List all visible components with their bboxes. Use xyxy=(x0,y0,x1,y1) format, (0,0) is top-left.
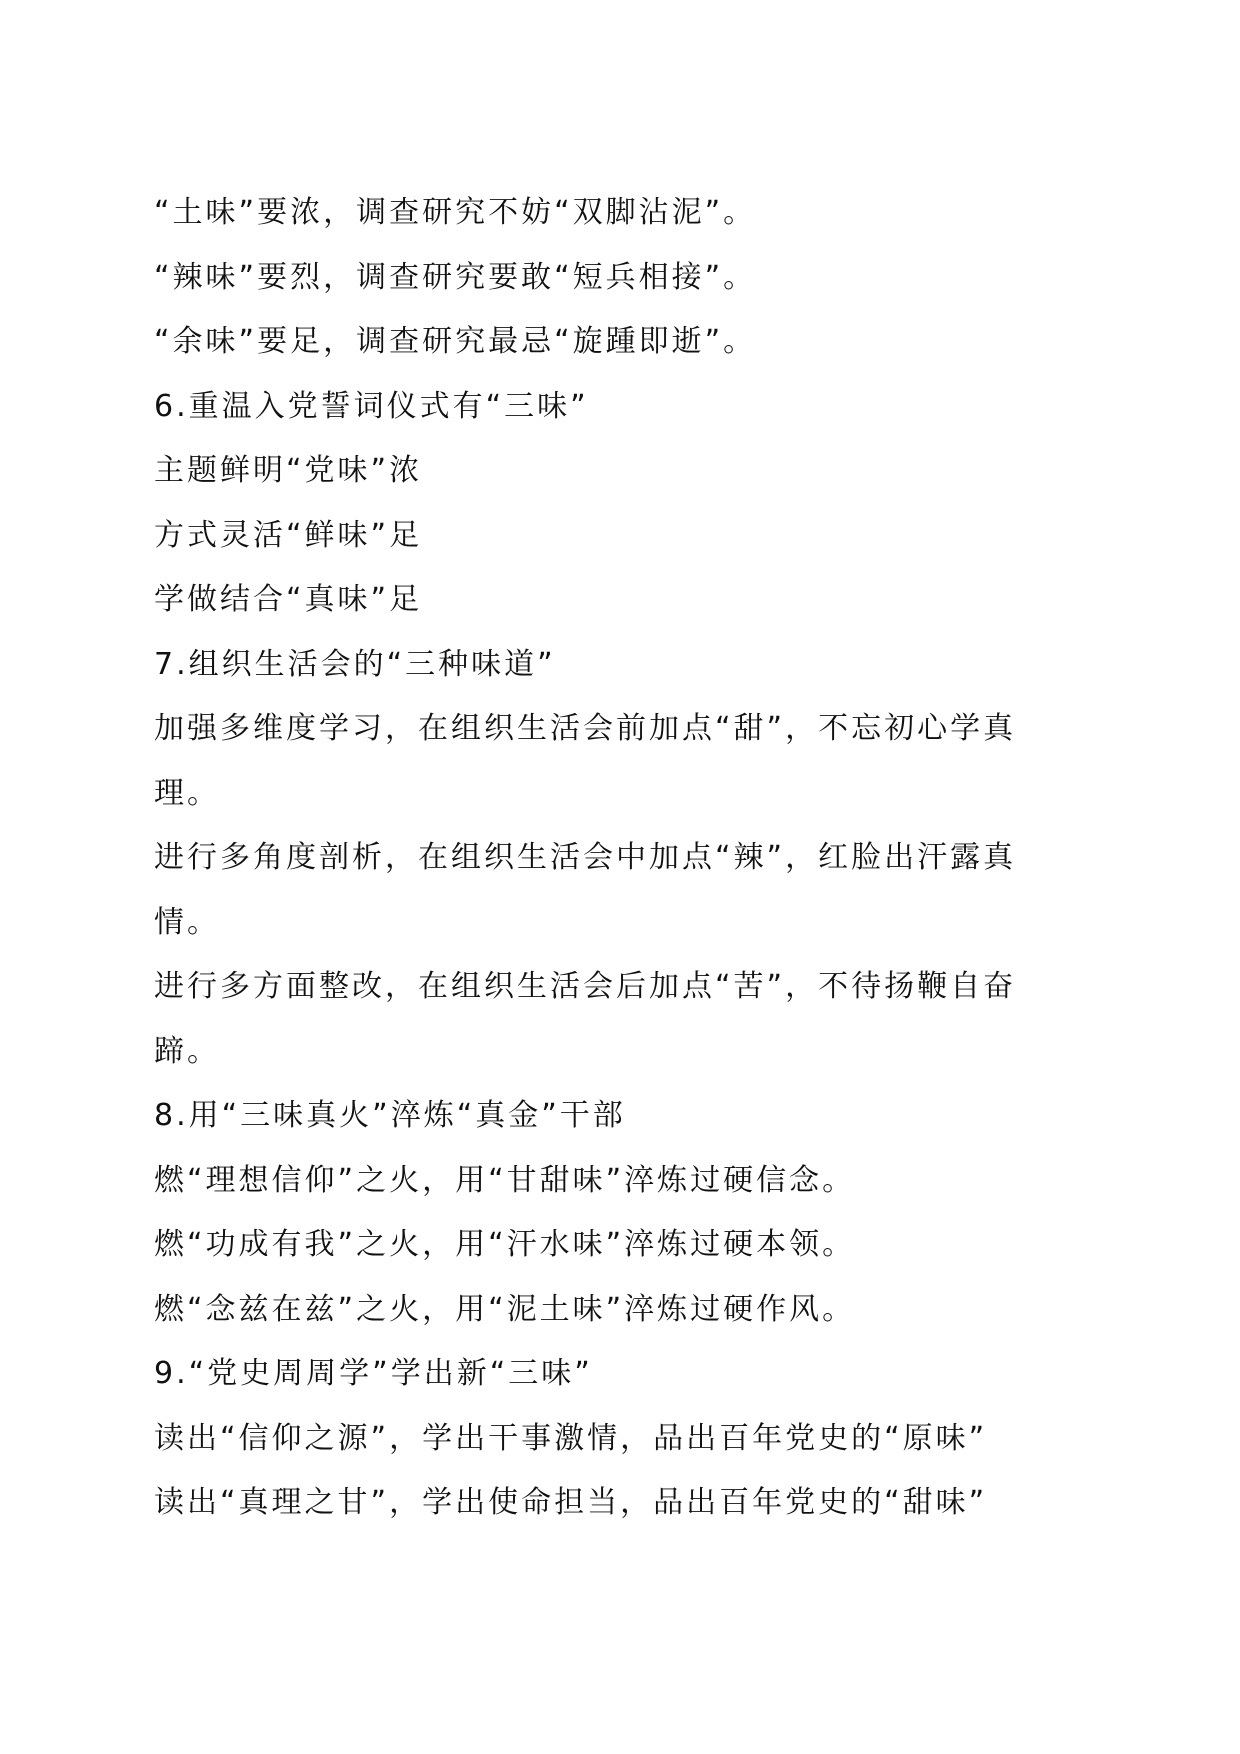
text-line: 进行多角度剖析，在组织生活会中加点“辣”，红脸出汗露真 xyxy=(154,840,1017,875)
text-line: 燃“念兹在兹”之火，用“泥土味”淬炼过硬作风。 xyxy=(154,1292,856,1327)
text-line: 蹄。 xyxy=(154,1034,220,1069)
section-heading: 7.组织生活会的“三种味道” xyxy=(154,647,556,682)
text-line: “土味”要浓，调查研究不妨“双脚沾泥”。 xyxy=(154,195,757,230)
text-line: 理。 xyxy=(154,776,220,811)
text-line: 燃“理想信仰”之火，用“甘甜味”淬炼过硬信念。 xyxy=(154,1163,856,1198)
text-line: 方式灵活“鲜味”足 xyxy=(154,518,423,553)
section-heading: 6.重温入党誓词仪式有“三味” xyxy=(154,389,589,424)
text-line: 燃“功成有我”之火，用“汗水味”淬炼过硬本领。 xyxy=(154,1227,856,1262)
text-line: 读出“信仰之源”，学出干事激情，品出百年党史的“原味” xyxy=(154,1421,988,1456)
text-line: 读出“真理之甘”，学出使命担当，品出百年党史的“甜味” xyxy=(154,1485,988,1520)
text-line: “辣味”要烈，调查研究要敢“短兵相接”。 xyxy=(154,260,757,295)
section-heading: 9.“党史周周学”学出新“三味” xyxy=(154,1356,593,1391)
text-line: “余味”要足，调查研究最忌“旋踵即逝”。 xyxy=(154,324,757,359)
text-line: 加强多维度学习，在组织生活会前加点“甜”，不忘初心学真 xyxy=(154,711,1017,746)
text-line: 学做结合“真味”足 xyxy=(154,582,423,617)
text-line: 情。 xyxy=(154,905,220,940)
section-heading: 8.用“三味真火”淬炼“真金”干部 xyxy=(154,1098,626,1133)
text-line: 进行多方面整改，在组织生活会后加点“苦”，不待扬鞭自奋 xyxy=(154,969,1017,1004)
text-line: 主题鲜明“党味”浓 xyxy=(154,453,423,488)
